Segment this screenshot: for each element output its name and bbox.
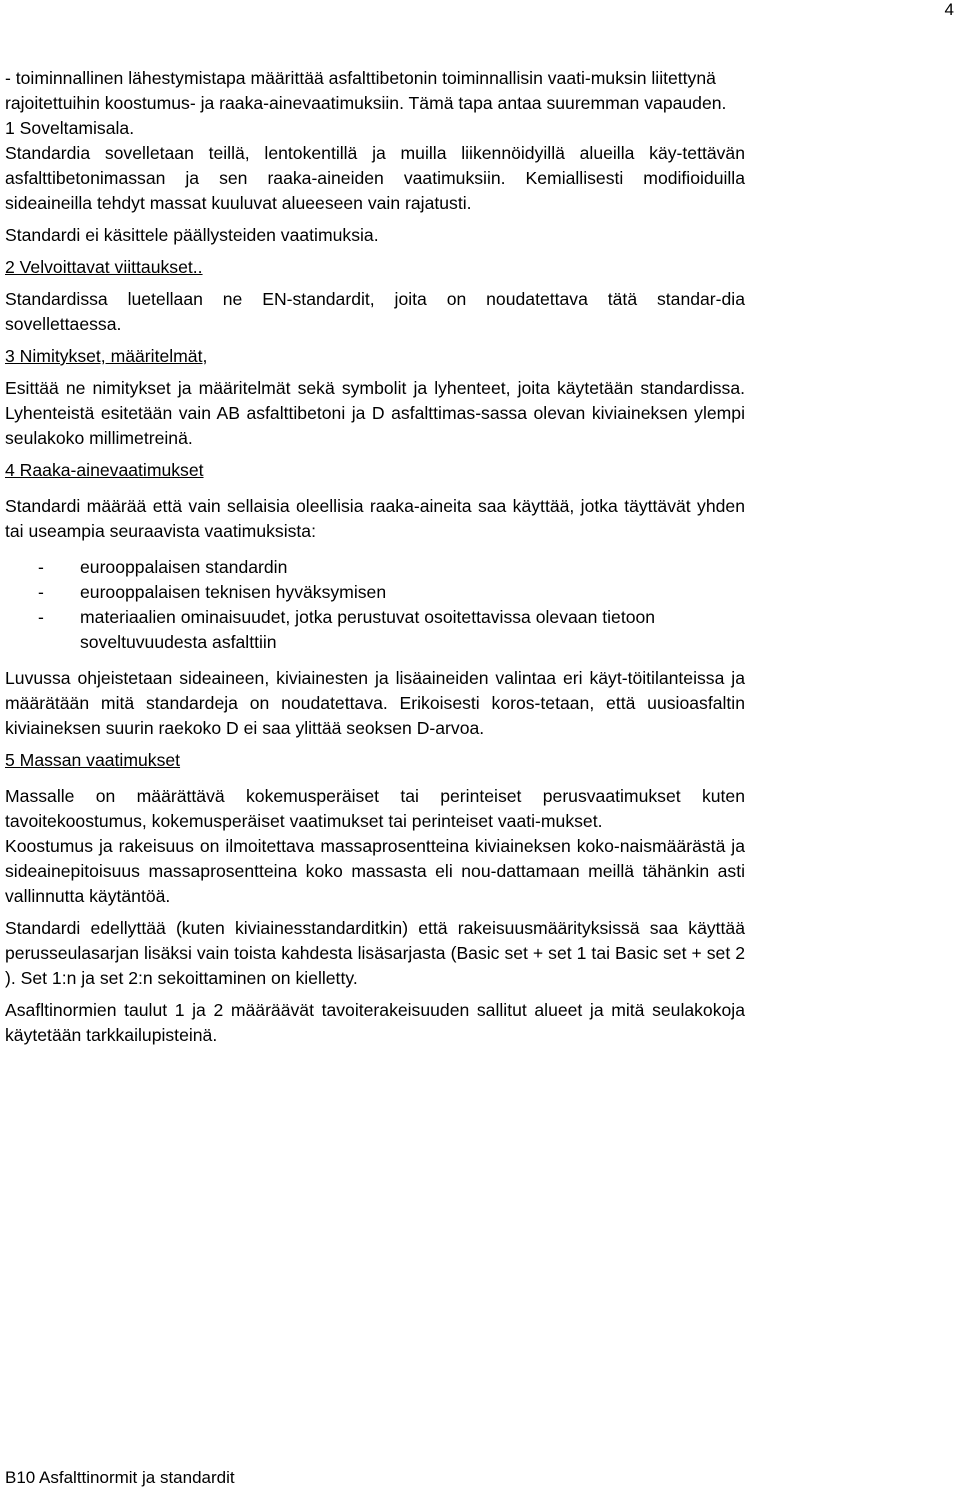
binder-paragraph: Luvussa ohjeistetaan sideaineen, kiviainesten ja lisäaineiden valintaa eri käyt-töitilanteissa ja määrätään mitä standardeja on noudatettava. Erikoisesti koros-tetaan, että uusioasfaltin kiviaineksen suurin raekoko D ei saa ylittää seoksen D-arvoa. bbox=[5, 668, 745, 738]
list-item bbox=[5, 605, 745, 655]
list-item-text: materiaalien ominaisuudet, jotka perustuvat osoitettavissa olevaan tietoon soveltuvuudesta asfalttiin bbox=[80, 607, 656, 652]
mix-requirements-paragraph: Massalle on määrättävä kokemusperäiset tai perinteiset perusvaatimukset kuten tavoitekoostumus, kokemusperäiset vaatimukset tai perinteiset vaati-mukset. bbox=[5, 786, 745, 831]
list-item bbox=[5, 555, 745, 580]
section-3-heading: 3 Nimitykset, määritelmät, bbox=[5, 346, 208, 366]
list-item bbox=[5, 580, 745, 605]
materials-paragraph: Standardi määrää että vain sellaisia oleellisia raaka-aineita saa käyttää, jotka täyttävät yhden tai useampia seuraavista vaatimuksista: bbox=[5, 496, 745, 541]
scope-paragraph: Standardia sovelletaan teillä, lentokentillä ja muilla liikennöidyillä alueilla käy-tettävän asfalttibetonimassan ja sen raaka-aineiden vaatimuksiin. Kemiallisesti modifioiduilla sideaineilla tehdyt massat kuuluvat alueeseen vain rajatusti. bbox=[5, 143, 745, 213]
bullet-dash: - bbox=[38, 557, 44, 577]
page-number: 4 bbox=[944, 0, 954, 19]
requirements-list bbox=[5, 555, 745, 655]
references-paragraph: Standardissa luetellaan ne EN-standardit, joita on noudatettava tätä standar-dia sovellettaessa. bbox=[5, 289, 745, 334]
grading-paragraph: Standardi edellyttää (kuten kiviainesstandarditkin) että rakeisuusmäärityksissä saa käyttää perusseulasarjan lisäksi vain toista kahdesta lisäsarjasta (Basic set + set 1 tai Basic set + set 2 ). Set 1:n ja set 2:n sekoittaminen on kielletty. bbox=[5, 918, 745, 988]
composition-paragraph: Koostumus ja rakeisuus on ilmoitettava massaprosentteina kiviaineksen koko-naismäärästä ja sideainepitoisuus massaprosentteina koko massasta eli nou-dattamaan meillä tähänkin asti vallinnutta käytäntöä. bbox=[5, 836, 745, 906]
section-1-heading: 1 Soveltamisala. bbox=[5, 118, 135, 138]
bullet-dash: - bbox=[38, 582, 44, 602]
section-4-heading: 4 Raaka-ainevaatimukset bbox=[5, 460, 204, 480]
bullet-dash: - bbox=[38, 607, 44, 627]
footer: B10 Asfalttinormit ja standardit bbox=[5, 1468, 235, 1487]
section-5-heading: 5 Massan vaatimukset bbox=[5, 750, 181, 770]
document-body bbox=[5, 66, 745, 1048]
definitions-paragraph: Esittää ne nimitykset ja määritelmät sekä symbolit ja lyhenteet, joita käytetään standardissa. Lyhenteistä esitetään vain AB asfalttibetoni ja D asfalttimas-sassa olevan kiviaineksen ylempi seulakoko millimetreinä. bbox=[5, 378, 745, 448]
scope-note: Standardi ei käsittele päällysteiden vaatimuksia. bbox=[5, 225, 379, 245]
tables-paragraph: Asafltinormien taulut 1 ja 2 määräävät tavoiterakeisuuden sallitut alueet ja mitä seulakokoja käytetään tarkkailupisteinä. bbox=[5, 1000, 745, 1045]
list-item-text: eurooppalaisen teknisen hyväksymisen bbox=[80, 582, 387, 602]
section-2-heading: 2 Velvoittavat viittaukset.. bbox=[5, 257, 203, 277]
intro-paragraph: - toiminnallinen lähestymistapa määrittää asfalttibetonin toiminnallisin vaati-muksin liitettynä rajoitettuihin koostumus- ja raaka-ainevaatimuksiin. Tämä tapa antaa suuremman vapauden. bbox=[5, 68, 727, 113]
list-item-text: eurooppalaisen standardin bbox=[80, 557, 288, 577]
